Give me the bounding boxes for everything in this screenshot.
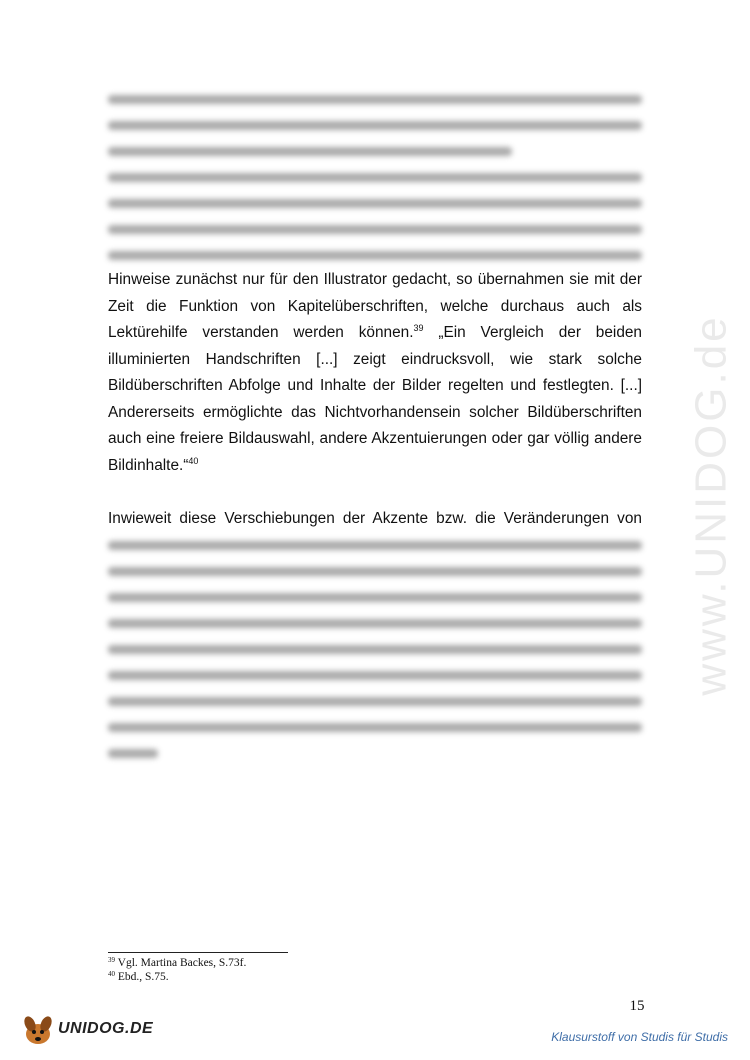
footnote-40: $^{40}$ Ebd., S.75. [108,970,169,983]
unidog-logo[interactable] [18,1012,158,1048]
text-line: Inwieweit diese Verschiebungen der Akzente bzw. die Veränderungen von [108,510,642,527]
footnote-39: $^{39}$ Vgl. Martina Backes, S.73f. [108,956,247,969]
page-number: 15 [629,998,645,1014]
text-line: illuminierten Handschriften [...] zeigt eindrucksvoll, wie stark solche [108,350,642,368]
blurred-text-bottom [108,532,642,766]
logo-text: UNIDOG.DE [58,1020,154,1037]
tagline: Klausurstoff von Studis für Studis [551,1030,728,1044]
text-line: Andererseits ermöglichte das Nichtvorhandensein solcher Bildüberschriften [108,403,642,421]
text-line: Lektürehilfe verstanden werden können.$^{39}$ „Ein Vergleich der beiden [108,323,642,341]
blurred-text-top [108,86,642,268]
text-line: Bildinhalte.“$^{40}$ [108,455,199,474]
text-line: Zeit die Funktion von Kapitelüberschriften, welche durchaus auch als [108,297,642,315]
dog-icon [18,1012,58,1048]
watermark: www.UNIDOG.de [687,314,737,696]
footnote-divider [108,952,288,953]
paragraph-1 [108,267,642,479]
paragraph-2 [108,506,642,533]
text-line: Hinweise zunächst nur für den Illustrator gedacht, so übernahmen sie mit der [108,271,642,288]
text-line: Bildüberschriften Abfolge und Inhalte der Bilder regelten und festlegten. [...] [108,377,642,394]
footnotes [108,956,246,984]
footnote-ref-39[interactable]: 39 [413,323,424,333]
text-line: auch eine freiere Bildauswahl, andere Akzentuierungen oder gar völlig andere [108,430,642,447]
footnote-ref-40[interactable]: 40 [188,455,199,466]
